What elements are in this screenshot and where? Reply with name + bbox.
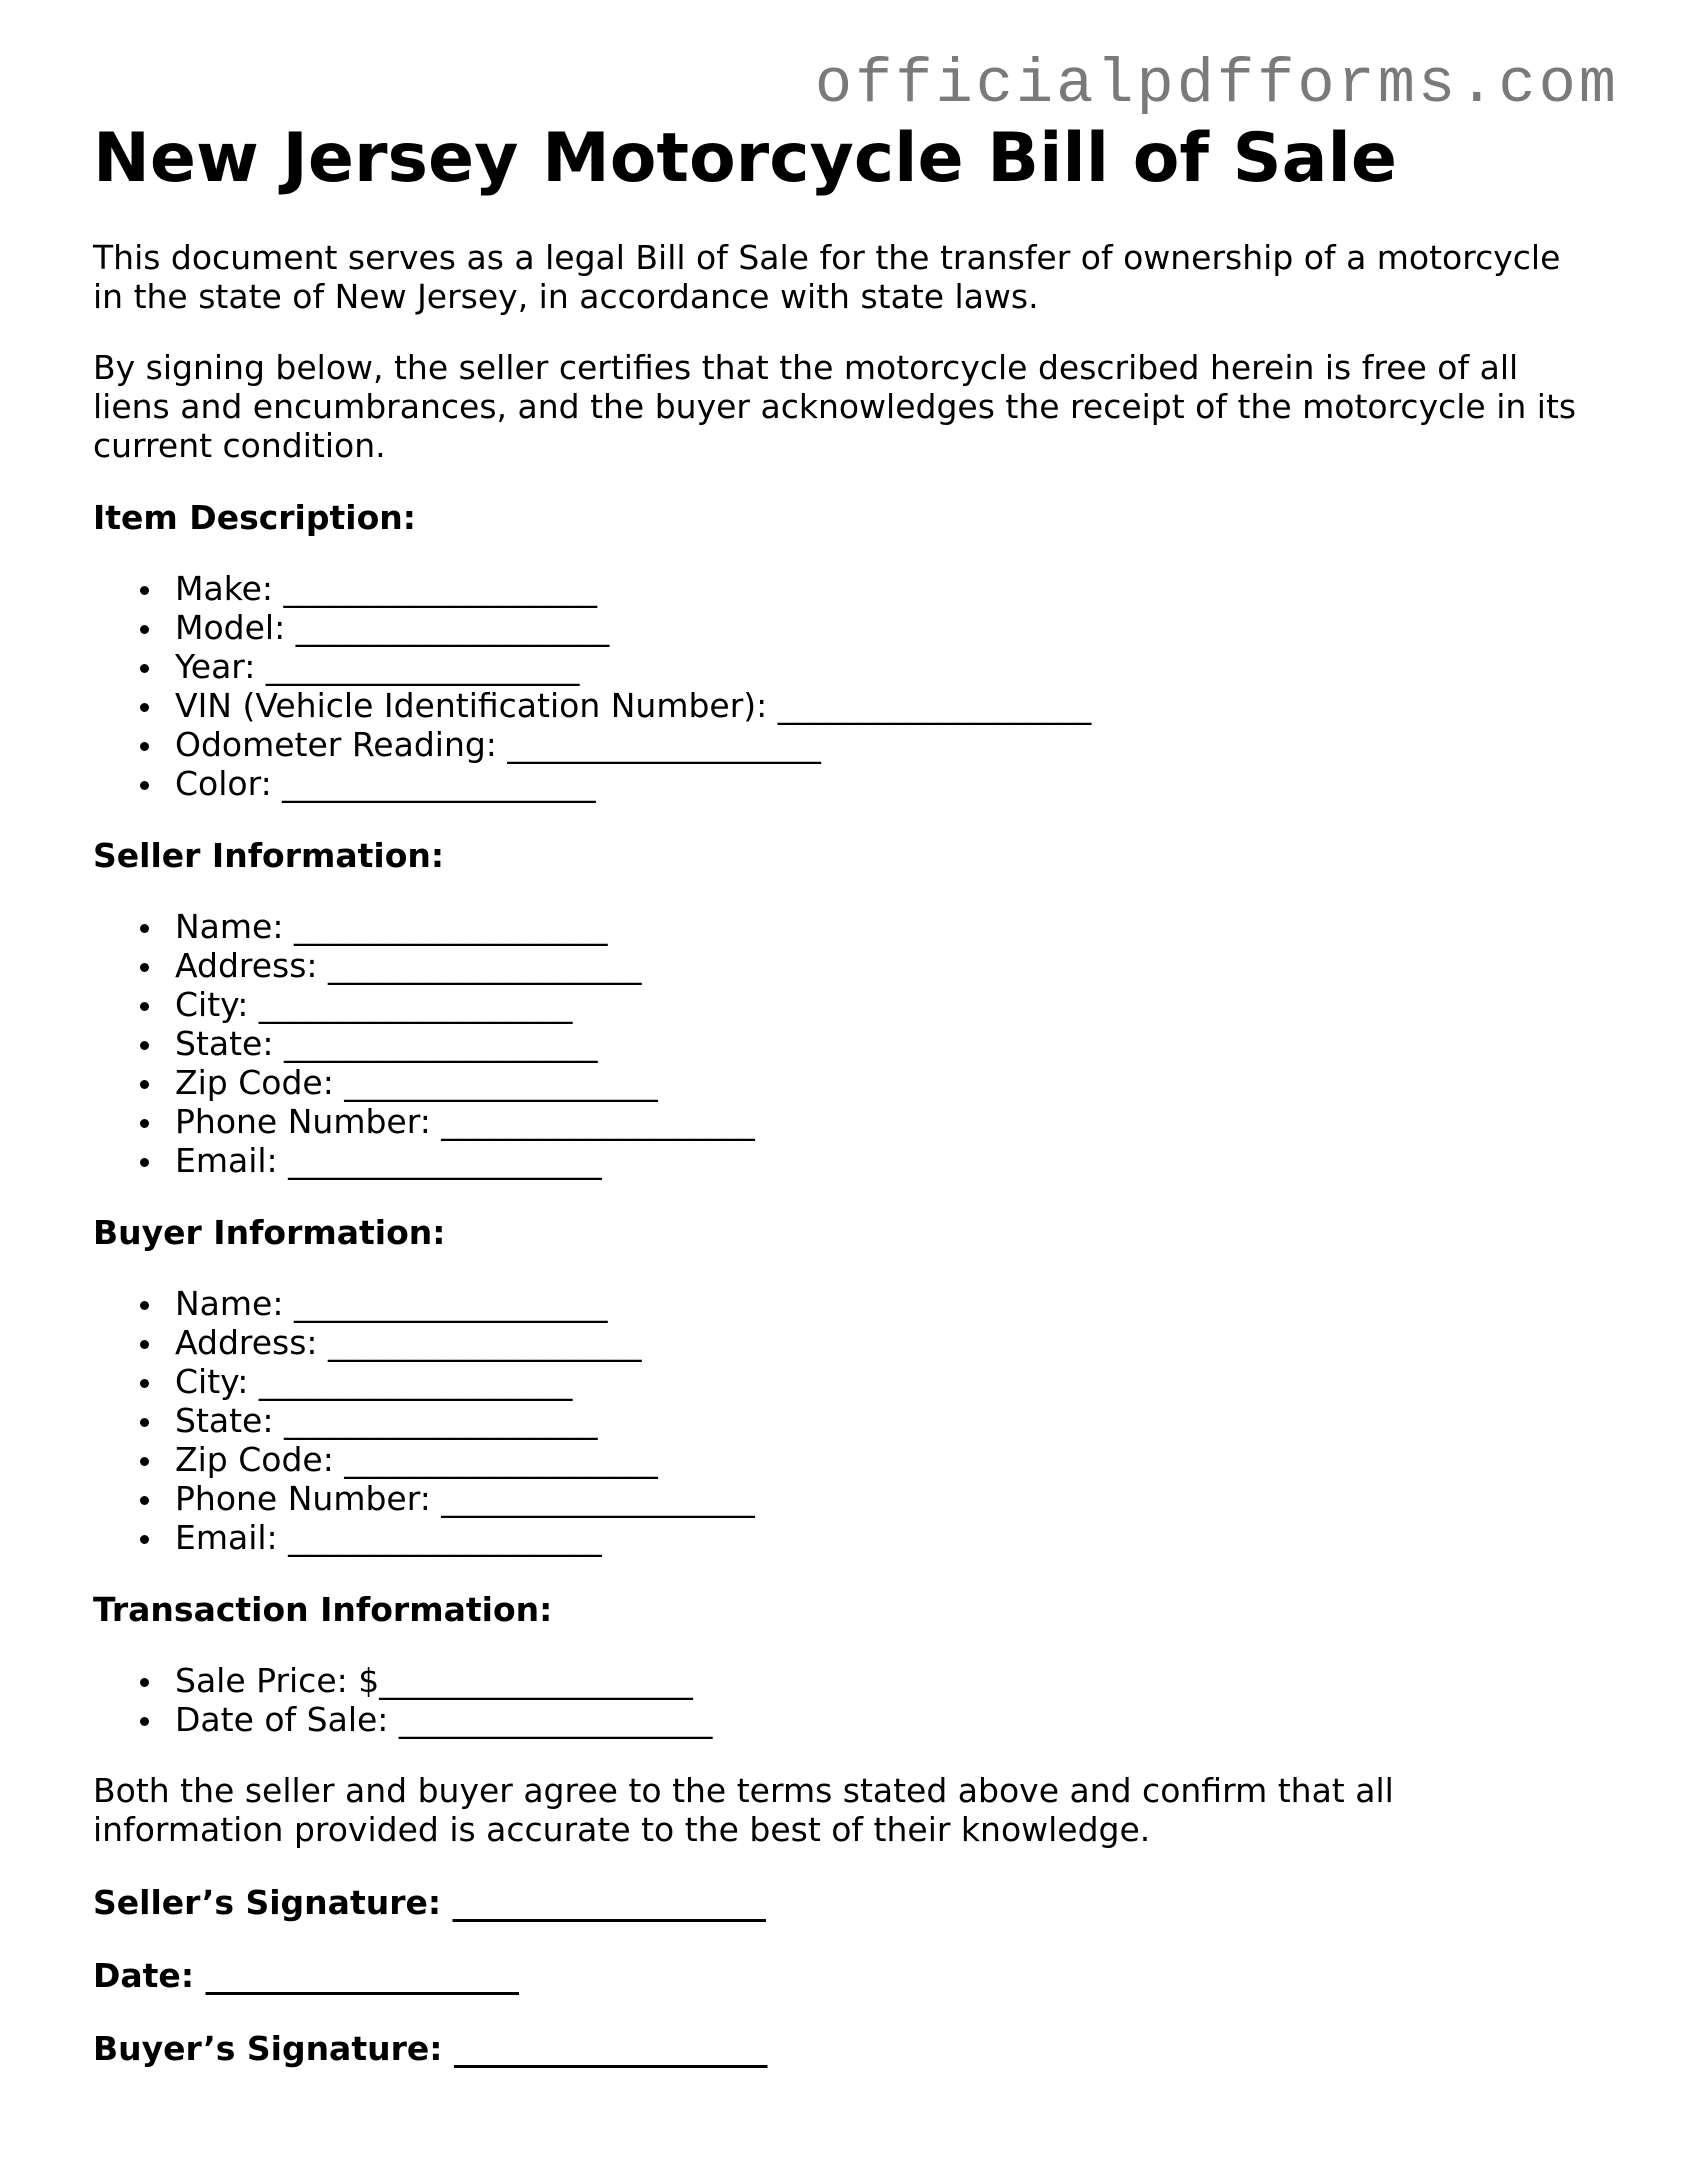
sale-date-field: Date of Sale: ___________________ <box>175 1700 1593 1739</box>
item-make-field: Make: ___________________ <box>175 569 1593 608</box>
buyer-information-heading: Buyer Information: <box>93 1212 446 1252</box>
buyer-signature-line: Buyer’s Signature: ___________________ <box>93 2028 768 2068</box>
buyer-address-field: Address: ___________________ <box>175 1323 1593 1362</box>
agreement-paragraph: Both the seller and buyer agree to the terms stated above and confirm that all information provided is accurate to the best of their knowledge. <box>93 1770 1394 1849</box>
item-year-field: Year: ___________________ <box>175 647 1593 686</box>
buyer-city-field: City: ___________________ <box>175 1362 1593 1401</box>
seller-address-field: Address: ___________________ <box>175 946 1593 985</box>
sale-price-field: Sale Price: $___________________ <box>175 1661 1593 1700</box>
transaction-information-heading: Transaction Information: <box>93 1589 553 1629</box>
document-title: New Jersey Motorcycle Bill of Sale <box>93 119 1397 198</box>
certification-paragraph: By signing below, the seller certifies that the motorcycle described herein is free of all liens and encumbrances, and the buyer acknowledges the receipt of the motorcycle in its current condition. <box>93 347 1577 465</box>
buyer-email-field: Email: ___________________ <box>175 1518 1593 1557</box>
item-model-field: Model: ___________________ <box>175 608 1593 647</box>
seller-state-field: State: ___________________ <box>175 1024 1593 1063</box>
buyer-information-list <box>93 1284 1593 1557</box>
seller-name-field: Name: ___________________ <box>175 907 1593 946</box>
transaction-information-list <box>93 1661 1593 1739</box>
document-page <box>93 118 1593 2068</box>
seller-information-heading: Seller Information: <box>93 835 445 875</box>
watermark: officialpdfforms.com <box>814 49 1619 120</box>
seller-email-field: Email: ___________________ <box>175 1141 1593 1180</box>
item-description-heading: Item Description: <box>93 497 416 537</box>
seller-signature-line: Seller’s Signature: ___________________ <box>93 1882 767 1922</box>
seller-information-list <box>93 907 1593 1180</box>
intro-paragraph: This document serves as a legal Bill of Sale for the transfer of ownership of a motorcycle in the state of New Jersey, in accordance with state laws. <box>93 237 1561 316</box>
item-color-field: Color: ___________________ <box>175 764 1593 803</box>
buyer-name-field: Name: ___________________ <box>175 1284 1593 1323</box>
seller-city-field: City: ___________________ <box>175 985 1593 1024</box>
item-description-list <box>93 569 1593 803</box>
signature-date-line: Date: ___________________ <box>93 1955 520 1995</box>
item-odometer-field: Odometer Reading: ___________________ <box>175 725 1593 764</box>
buyer-state-field: State: ___________________ <box>175 1401 1593 1440</box>
buyer-zip-field: Zip Code: ___________________ <box>175 1440 1593 1479</box>
seller-phone-field: Phone Number: ___________________ <box>175 1102 1593 1141</box>
buyer-phone-field: Phone Number: ___________________ <box>175 1479 1593 1518</box>
seller-zip-field: Zip Code: ___________________ <box>175 1063 1593 1102</box>
item-vin-field: VIN (Vehicle Identification Number): ___________________ <box>175 686 1593 725</box>
